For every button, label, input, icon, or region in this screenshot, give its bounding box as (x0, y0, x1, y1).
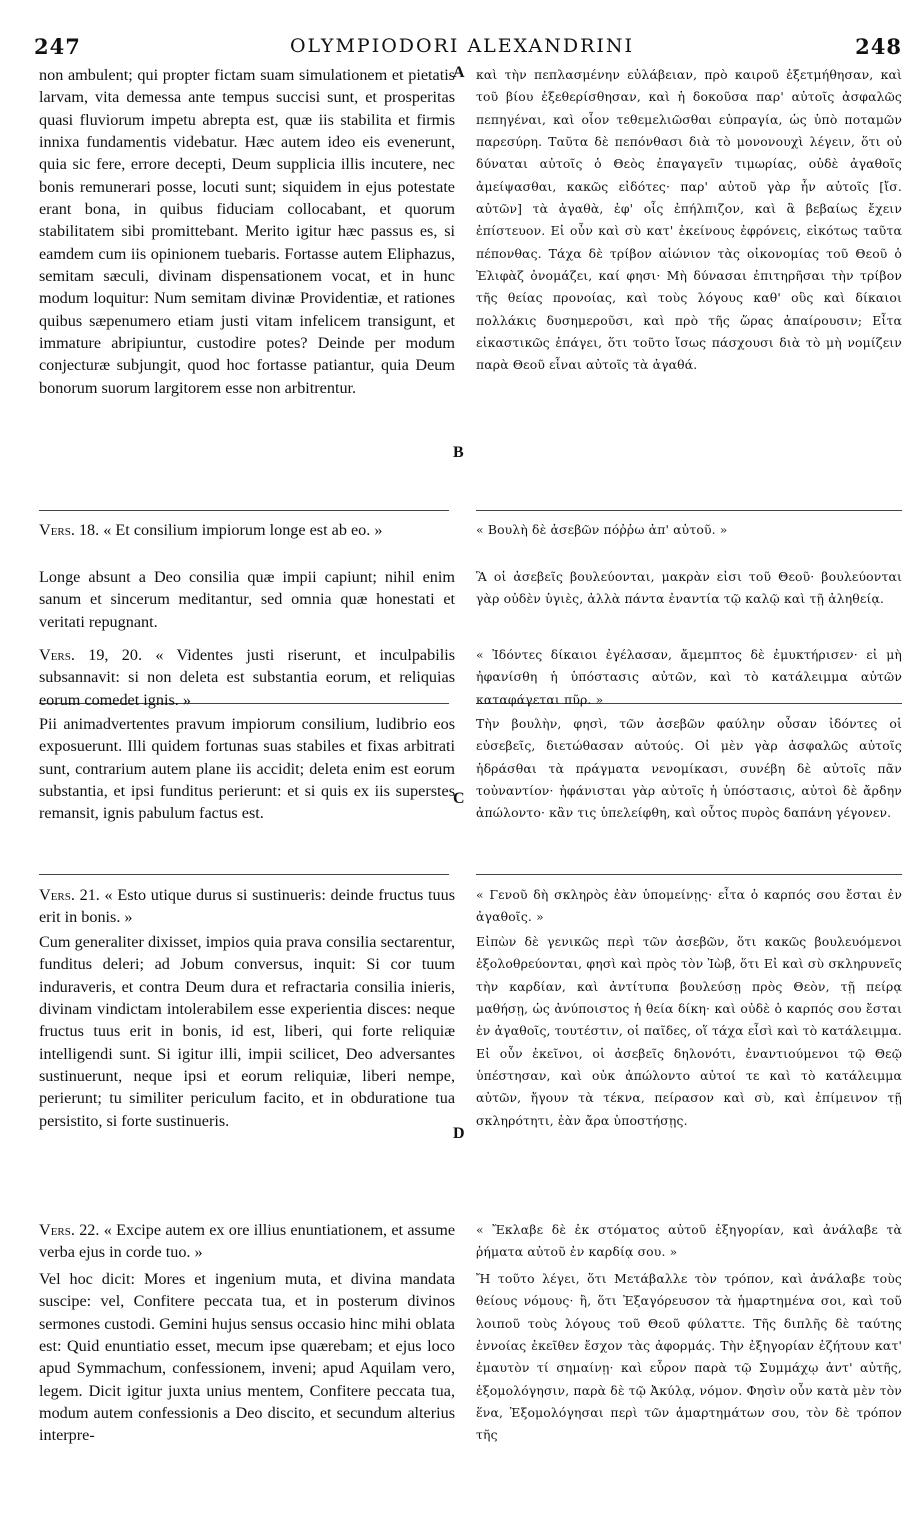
greek-verse-18: « Βουλὴ δὲ ἀσεβῶν πόῤῥω ἀπ' αὐτοῦ. » (476, 522, 728, 537)
verse-label: Vers. 22. (39, 1221, 100, 1239)
latin-verse-22 (39, 1219, 455, 1264)
verse-text: « Esto utique durus si sustinueris: deinde fructus tuus erit in bonis. » (39, 886, 456, 927)
verse-label: Vers. 19, 20. (39, 646, 143, 664)
page-number-right: 248 (855, 34, 902, 59)
separator-rule (476, 510, 902, 511)
section-marker-b: B (453, 444, 464, 461)
greek-verse-22: « Ἔκλαβε δὲ ἐκ στόματος αὐτοῦ ἐξηγορίαν, καὶ ἀνάλαβε τὰ ῥήματα αὐτοῦ ἐν καρδίᾳ σου. » (476, 1222, 902, 1260)
greek-paragraph: Εἰπὼν δὲ γενικῶς περὶ τῶν ἀσεβῶν, ὅτι κακῶς βουλευόμενοι ἐξολοθρεύονται, φησὶ καὶ πρὸς τὸν Ἰὼβ, ὅτι Εἰ καὶ σὺ σκληρυνεῖς τὴν καρδίαν, καὶ ἀντίτυπα βουλεύσῃ πρὸς Θεὸν, τῇ πείρᾳ μαθήσῃ, ὡς ἀνύποιστος ἡ θεία δίκη· καὶ οὐδὲ ὁ καρπός σου ἔσται ἐν ἀγαθοῖς, τουτέστιν, οἱ παῖδες, οἵ τάχα εἶσὶ καὶ τὸ κατάλειμμα. Εἰ οὖν ἐκεῖνοι, οἱ ἀσεβεῖς δηλονότι, ἐναντιούμενοι τῷ Θεῷ ὑπέστησαν, καὶ οὐκ ἀπώλοντο αὐτοί τε καὶ τὸ κατάλειμμα αὐτῶν, ἤγουν τὰ τέκνα, πείρασον καὶ σὺ, καὶ ἐπίμεινον τῇ σκληρότητι, ἐὰν ἄρα ὑποστήσῃς. (476, 934, 902, 1128)
separator-rule (476, 874, 902, 875)
greek-paragraph: Ἃ οἱ ἀσεβεῖς βουλεύονται, μακρὰν εἰσι τοῦ Θεοῦ· βουλεύονται γὰρ οὐδὲν ὑγιὲς, ἀλλὰ πάντα ἐναντία τῷ καλῷ καὶ τῇ ἀληθείᾳ. (476, 569, 902, 607)
greek-paragraph: καὶ τὴν πεπλασμένην εὐλάβειαν, πρὸ καιροῦ ἐξετμήθησαν, καὶ τοῦ βίου ἐξεθερίσθησαν, καὶ ἡ δοκοῦσα παρ' αὐτοῖς ἀσφαλῶς πεπηγέναι, καὶ οἷον τεθεμελιῶσθαι εὐπραγία, ὡς ὑπὸ ποταμῶν παρεσύρη. Ταῦτα δὲ πεπόνθασι διὰ τὸ μονονουχὶ λέγειν, ὅτι οὐ δύναται αὐτοῖς ὁ Θεὸς ἐπαγαγεῖν τιμωρίας, οὐδὲ ἀγαθοῖς ἀμείψασθαι, κακῶς εἰδότες· παρ' αὐτοῦ γὰρ ἦν αὐτοῖς [ἴσ. αὐτῶν] τὰ ἀγαθὰ, ἐφ' οἷς ἐπήλπιζον, καὶ ἃ βεβαίως ἔχειν ἐπίστευον. Εἰ οὖν καὶ σὺ κατ' ἐκείνους ἐφρόνεις, εἰκότως ταῦτα πέπονθας. Τάχα δὲ τρίβον αἰώνιον τὰς οἰκονομίας τοῦ Θεοῦ ὁ Ἐλιφὰζ ὀνομάζει, καί φησι· Μὴ δύνασαι ἐπιτηρῆσαι τὴν τρίβον τῆς θείας προνοίας, καὶ τοὺς λόγους καθ' οὓς καὶ δίκαιοι πολλάκις δυσημεροῦσι, καὶ πρὸ τῆς ὥρας ἀπαίρουσιν; Εἶτα εἰκαστικῶς ἐπάγει, ὅτι τοῦτο ἴσως πάσχουσι διὰ τὸ μὴ νομίζειν παρὰ Θεοῦ εἶναι αὐτοῖς τὰ ἀγαθά. (476, 67, 902, 373)
greek-paragraph: Ἤ τοῦτο λέγει, ὅτι Μετάβαλλε τὸν τρόπον, καὶ ἀνάλαβε τοὺς θείους νόμους· ἢ, ὅτι Ἐξαγόρευσον τὰ ἡμαρτημένα σοι, καὶ τοῦ λοιποῦ τοὺς λόγους τοῦ Θεοῦ φύλαττε. Τῆς διπλῆς δὲ ταύτης ἐννοίας ἐκεῖθεν ἔσχον τὰς ἀφορμάς. Τὴν ἐξηγορίαν ἐζήτουν κατ' ἐμαυτὸν τί σημαίνῃ· καὶ εὗρον παρὰ τῷ Συμμάχῳ ἀντ' αὐτῆς, ἐξομολόγησιν, παρὰ δὲ τῷ Ἀκύλᾳ, νόμον. Φησὶν οὖν κατὰ μὲν τὸν ἕνα, Ἐξομολόγησαι περὶ τῶν ἁμαρτημάτων σου, τὸν δὲ τρόπον τῆς (476, 1271, 902, 1443)
separator-rule (39, 874, 449, 875)
greek-verse-19-20: « Ἰδόντες δίκαιοι ἐγέλασαν, ἄμεμπτος δὲ ἐμυκτήρισεν· εἰ μὴ ἠφανίσθη ἡ ὑπόστασις αὐτῶν, καὶ τὸ κατάλειμμα αὐτῶν καταφάγεται πῦρ. » (476, 647, 902, 707)
greek-verse-21: « Γενοῦ δὴ σκληρὸς ἐὰν ὑπομείνῃς· εἶτα ὁ καρπός σου ἔσται ἐν ἀγαθοῖς. » (476, 887, 902, 925)
latin-verse-19-20 (39, 644, 455, 711)
verse-label: Vers. 21. (39, 886, 100, 904)
running-title: OLYMPIODORI ALEXANDRINI (289, 35, 635, 57)
latin-verse-18 (39, 519, 455, 541)
page-number-left: 247 (34, 34, 81, 59)
section-marker-a: A (453, 64, 465, 81)
latin-paragraph: Pii animadvertentes pravum impiorum consilium, ludibrio eos exposuerunt. Illi quidem fortunas suas stabiles et fixas arbitrati sunt, contrarium autem plane iis accidit; deleta enim est eorum substantia, et ipsi funditus perierunt: et si quis ex iis superstes remansit, ignis pabulum factus est. (39, 715, 455, 823)
latin-paragraph: Vel hoc dicit: Mores et ingenium muta, et divina mandata suscipe: vel, Confitere peccata tua, et in posterum divinos sermones custodi. Gemini hujus sensus occasio hinc mihi oblata est: Quid enuntiatio esset, mecum ipse quærebam; et ejus loco apud Symmachum, confessionem, inveni; apud Aquilam vero, legem. Dicit igitur juxta unius mentem, Confitere peccata tua, modum autem confessionis a Deo discito, et secundum alterius interpre- (39, 1270, 455, 1445)
section-marker-d: D (453, 1125, 465, 1142)
latin-paragraph: Cum generaliter dixisset, impios quia prava consilia sectarentur, funditus deleri; ad Jobum conversus, inquit: Si cor tuum induraveris, et contra Deum dura et refractaria consilia inieris, divinam vindictam intolerabilem esse experientia disces: neque fructus tuus erit in bonis, id est, liberi, qui forte reliquiæ intelligendi sunt. Si igitur illi, impii scilicet, Deo adversantes sustinuerunt, neque ipsi et eorum reliquiæ, liberi nempe, perierunt; tu similiter periculum facito, et in obduratione tua persistito, si forte sustinueris. (39, 933, 455, 1130)
page-header (0, 34, 924, 60)
section-marker-c: C (453, 790, 465, 807)
verse-text: « Videntes justi riserunt, et inculpabilis subsannavit: si non deleta est substantia eorum, et reliquias eorum comedet ignis. » (39, 646, 456, 709)
latin-verse-21 (39, 884, 455, 929)
greek-paragraph: Τὴν βουλὴν, φησὶ, τῶν ἀσεβῶν φαύλην οὖσαν ἰδόντες οἱ εὐσεβεῖς, διετώθασαν αὐτούς. Οἱ μὲν γὰρ ἀσφαλῶς αὐτοῖς ἡδράσθαι τὰ πράγματα νενομίκασι, συνέβη δὲ αὐτοῖς πᾶν τοὐναντίον· ἠφάνισται γὰρ αὐτοῖς ἡ ὑπόστασις, αὐτοὶ δὲ ἄρδην ἀπώλοντο· κἂν τις ὑπελείφθη, καὶ οὗτος πυρὸς δαπάνη γέγονεν. (476, 716, 902, 821)
verse-text: « Et consilium impiorum longe est ab eo. » (103, 521, 383, 539)
separator-rule (39, 510, 449, 511)
verse-label: Vers. 18. (39, 521, 100, 539)
latin-paragraph: non ambulent; qui propter fictam suam simulationem et pietatis larvam, vita demessa ante tempus succisi sunt, et prosperitas quasi fluviorum impetu abrepta est, quæ iis stabilita et firmis innixa fundamentis videbatur. Hæc autem ideo eis evenerunt, quia sic fere, errore decepti, Deum supplicia illis incutere, nec bonis remunerari posse, locuti sunt; siquidem in ejus potestate erant bona, in quibus fiduciam collocabant, et quorum stabilitatem sibi promittebant. Merito igitur hæc passus es, si eamdem cum iis opinionem tuebaris. Fortasse autem Eliphazus, semitam sæculi, divinam dispensationem vocat, et in hunc modum loquitur: Num semitam divinæ Providentiæ, et rationes quibus sæpenumero etiam justi vitam infelicem transigunt, et immature abripiuntur, custodire potes? Deinde per modum conjecturæ subjungit, quod hoc fortasse patiantur, quia Deum bonorum suorum largitorem esse non arbitrentur. (39, 66, 455, 397)
latin-paragraph: Longe absunt a Deo consilia quæ impii capiunt; nihil enim sanum et sincerum meditantur, sed omnia quæ honestati et veritati repugnant. (39, 568, 455, 631)
verse-text: « Excipe autem ex ore illius enuntiationem, et assume verba ejus in corde tuo. » (39, 1221, 456, 1262)
